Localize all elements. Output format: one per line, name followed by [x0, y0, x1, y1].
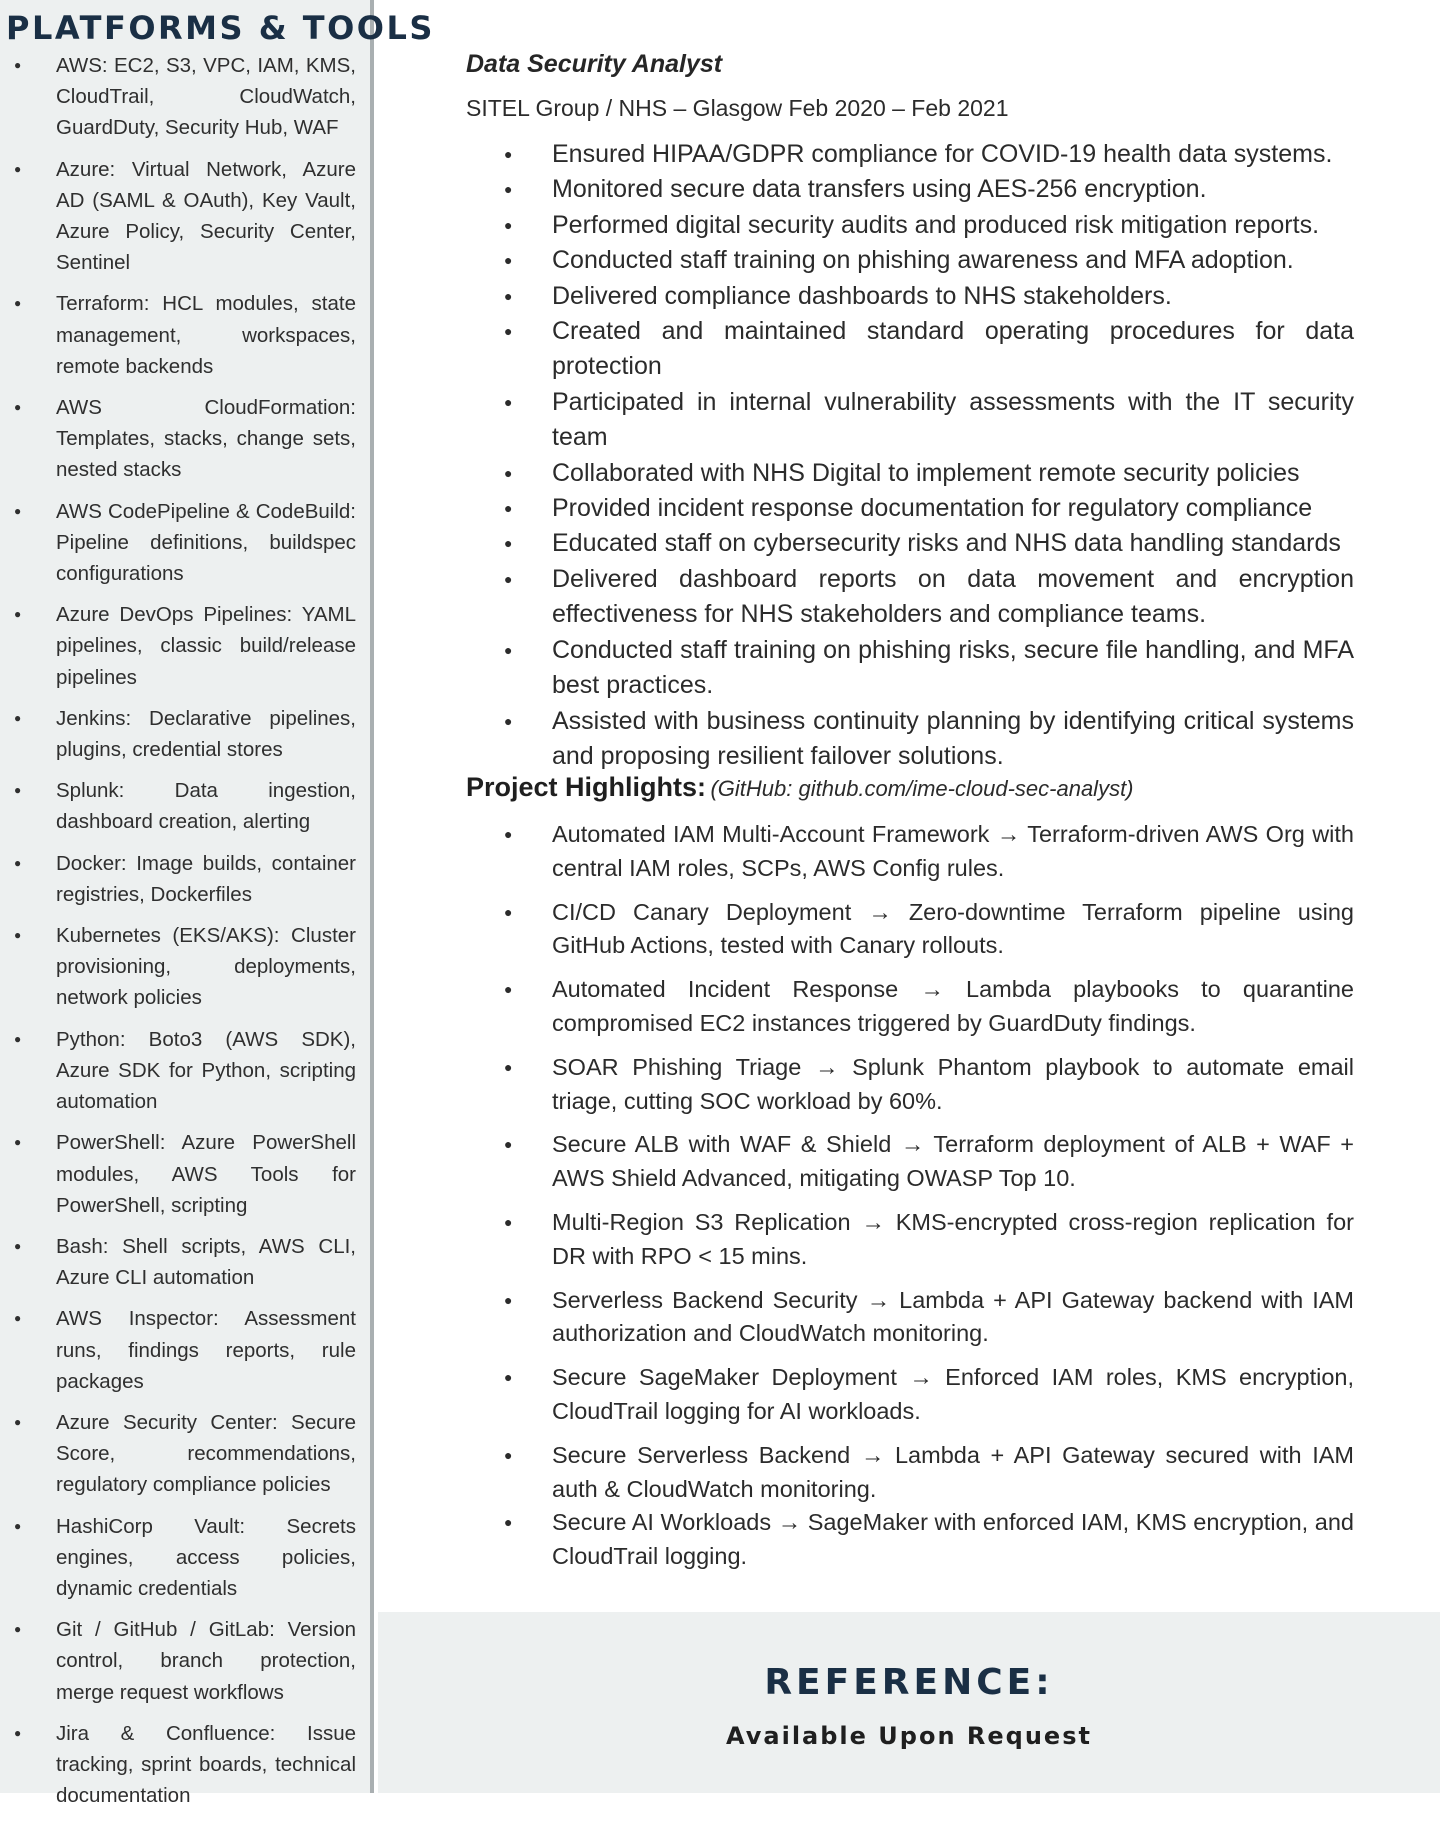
tool-item: ● Bash: Shell scripts, AWS CLI, Azure CLI automation: [0, 1231, 356, 1293]
duty-item: ● Participated in internal vulnerability assessments with the IT security team: [466, 385, 1354, 456]
project-item: ● Multi-Region S3 Replication → KMS-encrypted cross-region replication for DR with RPO < 15 mins.: [466, 1206, 1354, 1274]
main-content: [378, 0, 1440, 1793]
tool-item: ● Terraform: HCL modules, state management, workspaces, remote backends: [0, 288, 356, 382]
tool-item: ● Splunk: Data ingestion, dashboard creation, alerting: [0, 775, 356, 837]
tool-item: ● AWS: EC2, S3, VPC, IAM, KMS, CloudTrail, CloudWatch, GuardDuty, Security Hub, WAF: [0, 50, 356, 144]
github-link[interactable]: (GitHub: github.com/ime-cloud-sec-analyst): [710, 776, 1134, 801]
tool-item: ● Azure Security Center: Secure Score, recommendations, regulatory compliance policies: [0, 1407, 356, 1501]
duty-item: ● Conducted staff training on phishing awareness and MFA adoption.: [466, 243, 1354, 278]
job-company-dates: SITEL Group / NHS – Glasgow Feb 2020 – Feb 2021: [466, 95, 1009, 121]
project-list: [466, 818, 1354, 1574]
job-title: Data Security Analyst: [466, 50, 723, 78]
project-item: ● CI/CD Canary Deployment → Zero-downtime Terraform pipeline using GitHub Actions, tested with Canary rollouts.: [466, 896, 1354, 964]
reference-section: [378, 1612, 1440, 1793]
duty-item: ● Created and maintained standard operating procedures for data protection: [466, 314, 1354, 385]
duty-item: ● Provided incident response documentation for regulatory compliance: [466, 491, 1354, 526]
tool-item: ● Git / GitHub / GitLab: Version control, branch protection, merge request workflows: [0, 1614, 356, 1708]
reference-subtitle: Available Upon Request: [726, 1722, 1092, 1750]
project-item: ● Secure Serverless Backend → Lambda + API Gateway secured with IAM auth & CloudWatch monitoring.: [466, 1439, 1354, 1507]
duty-item: ● Educated staff on cybersecurity risks and NHS data handling standards: [466, 526, 1354, 561]
duty-item: ● Delivered compliance dashboards to NHS stakeholders.: [466, 279, 1354, 314]
project-item: ● Automated IAM Multi-Account Framework → Terraform-driven AWS Org with central IAM roles, SCPs, AWS Config rules.: [466, 818, 1354, 886]
duty-list: [466, 137, 1354, 774]
tool-list: [0, 50, 356, 1821]
tool-item: ● AWS CodePipeline & CodeBuild: Pipeline definitions, buildspec configurations: [0, 496, 356, 590]
project-item: ● Serverless Backend Security → Lambda + API Gateway backend with IAM authorization and CloudWatch monitoring.: [466, 1284, 1354, 1352]
tool-item: ● AWS Inspector: Assessment runs, findings reports, rule packages: [0, 1303, 356, 1397]
project-highlights-heading: [466, 772, 1134, 803]
duty-item: ● Delivered dashboard reports on data movement and encryption effectiveness for NHS stakeholders and compliance teams.: [466, 562, 1354, 633]
duty-item: ● Collaborated with NHS Digital to implement remote security policies: [466, 456, 1354, 491]
project-item: ● Secure AI Workloads → SageMaker with enforced IAM, KMS encryption, and CloudTrail logging.: [466, 1506, 1354, 1574]
tool-item: ● AWS CloudFormation: Templates, stacks, change sets, nested stacks: [0, 392, 356, 486]
tool-item: ● HashiCorp Vault: Secrets engines, access policies, dynamic credentials: [0, 1511, 356, 1605]
tool-item: ● Azure DevOps Pipelines: YAML pipelines, classic build/release pipelines: [0, 599, 356, 693]
duty-item: ● Conducted staff training on phishing risks, secure file handling, and MFA best practices.: [466, 633, 1354, 704]
project-item: ● Secure SageMaker Deployment → Enforced IAM roles, KMS encryption, CloudTrail logging for AI workloads.: [466, 1361, 1354, 1429]
project-highlights-title: Project Highlights:: [466, 772, 707, 802]
tool-item: ● Docker: Image builds, container registries, Dockerfiles: [0, 848, 356, 910]
duty-item: ● Assisted with business continuity planning by identifying critical systems and proposing resilient failover solutions.: [466, 704, 1354, 775]
tool-item: ● Azure: Virtual Network, Azure AD (SAML & OAuth), Key Vault, Azure Policy, Security Center, Sentinel: [0, 154, 356, 279]
tool-item: ● Kubernetes (EKS/AKS): Cluster provisioning, deployments, network policies: [0, 920, 356, 1014]
sidebar-title: PLATFORMS & TOOLS: [6, 9, 435, 47]
project-item: ● SOAR Phishing Triage → Splunk Phantom playbook to automate email triage, cutting SOC workload by 60%.: [466, 1051, 1354, 1119]
sidebar: [0, 0, 435, 1808]
duty-item: ● Performed digital security audits and produced risk mitigation reports.: [466, 208, 1354, 243]
tool-item: ● PowerShell: Azure PowerShell modules, AWS Tools for PowerShell, scripting: [0, 1127, 356, 1221]
project-item: ● Automated Incident Response → Lambda playbooks to quarantine compromised EC2 instances triggered by GuardDuty findings.: [466, 973, 1354, 1041]
duty-item: ● Monitored secure data transfers using AES-256 encryption.: [466, 172, 1354, 207]
project-item: ● Secure ALB with WAF & Shield → Terraform deployment of ALB + WAF + AWS Shield Advanced, mitigating OWASP Top 10.: [466, 1128, 1354, 1196]
duty-item: ● Ensured HIPAA/GDPR compliance for COVID-19 health data systems.: [466, 137, 1354, 172]
tool-item: ● Jira & Confluence: Issue tracking, sprint boards, technical documentation: [0, 1718, 356, 1812]
reference-title: REFERENCE:: [764, 1662, 1054, 1703]
tool-item: ● Python: Boto3 (AWS SDK), Azure SDK for Python, scripting automation: [0, 1024, 356, 1118]
tool-item: ● Jenkins: Declarative pipelines, plugins, credential stores: [0, 703, 356, 765]
